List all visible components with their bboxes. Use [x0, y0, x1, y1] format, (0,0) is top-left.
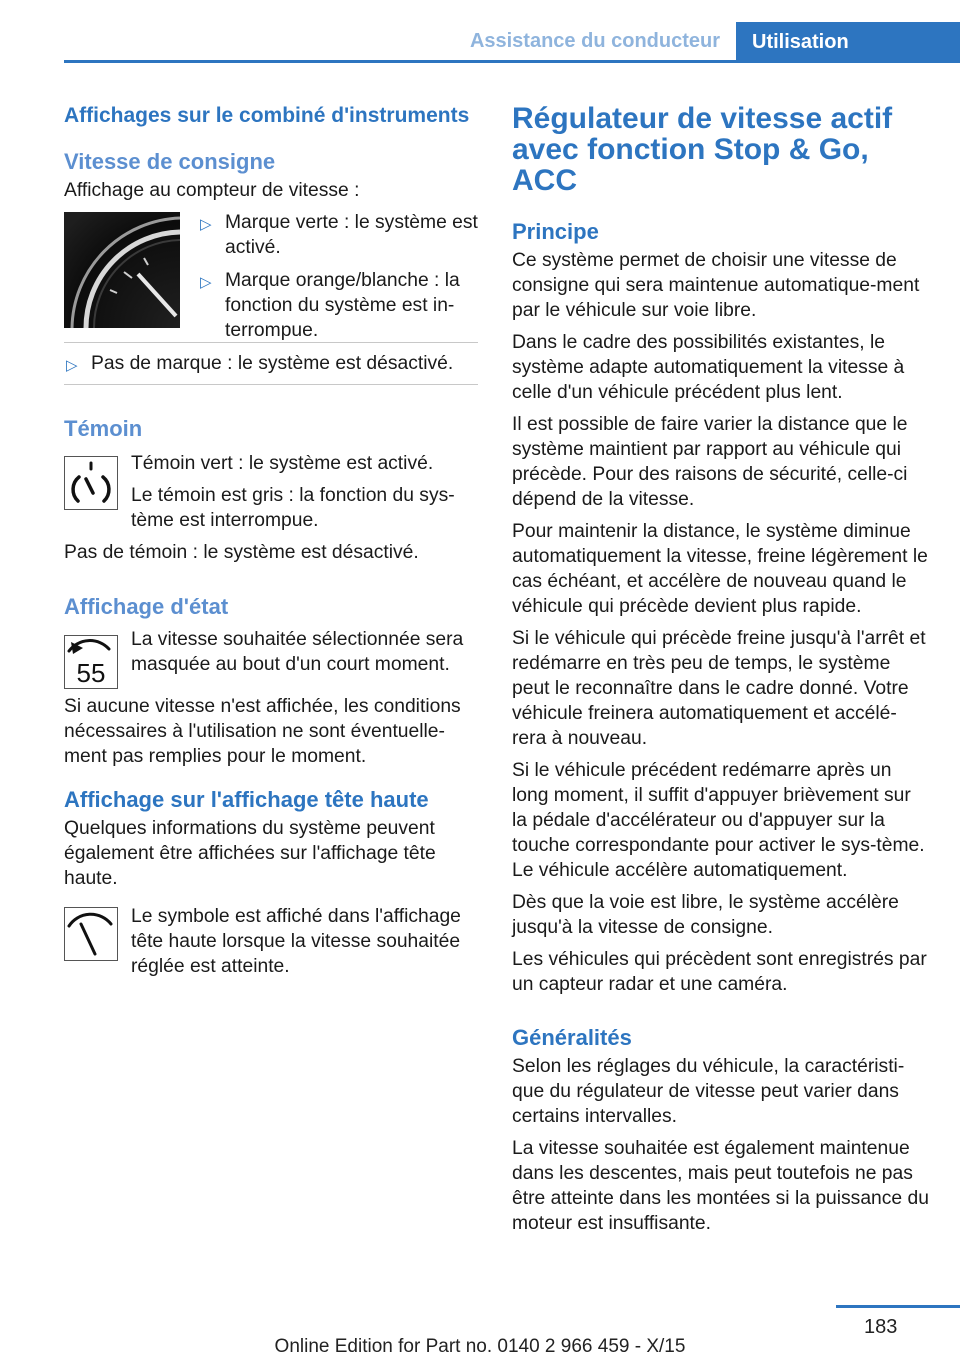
- generalites-paragraph: Selon les réglages du véhicule, la caractéristi‐que du régulateur de vitesse peut varier dans certains intervalles.: [512, 1056, 905, 1127]
- heading-affichage-etat: Affichage d'état: [64, 594, 229, 619]
- gauge-row: [64, 210, 478, 344]
- temoin-row: [64, 451, 478, 533]
- etat-row: [64, 627, 478, 688]
- vitesse-intro: Affichage au compteur de vitesse :: [64, 180, 360, 201]
- section-title-acc: Régulateur de vitesse actif avec fonction Stop & Go, ACC: [512, 102, 893, 197]
- triangle-bullet-icon: ▷: [66, 357, 78, 374]
- speed-number: 55: [76, 658, 106, 688]
- principe-paragraph: Ce système permet de choisir une vitesse de consigne qui sera maintenue automatique‐ment par le véhicule sur voie libre.: [512, 250, 920, 321]
- temoin-gris-text: Le témoin est gris : la fonction du sys‐tème est interrompue.: [131, 485, 455, 531]
- principe-paragraph: Dans le cadre des possibilités existantes, le système adapte automatiquement la vitesse à celle d'un véhicule précédent plus lent.: [512, 332, 905, 403]
- heading-affichage-tete-haute: Affichage sur l'affichage tête haute: [64, 787, 429, 812]
- triangle-bullet-icon: ▷: [200, 216, 212, 233]
- vitesse-bullet-full: [64, 351, 478, 376]
- hud-row: [64, 904, 478, 979]
- list-item: ▷ Marque orange/blanche : la fonction du système est in‐terrompue.: [200, 270, 460, 341]
- hud-speed-symbol-icon: [64, 907, 118, 961]
- pas-de-temoin-text: Pas de témoin : le système est désactivé.: [64, 542, 419, 563]
- principe-paragraph: Si le véhicule qui précède freine jusqu'à l'arrêt et redémarre en très peu de temps, le système peut le reconnaître dans le cadre donné. Votre véhicule freinera automatiquement et accélé‐rera à nouveau.: [512, 628, 926, 749]
- header-tab-utilisation[interactable]: Utilisation: [736, 22, 960, 62]
- hud-intro: Quelques informations du système peuvent également être affichées sur l'affichage tête haute.: [64, 818, 436, 889]
- heading-temoin: Témoin: [64, 416, 143, 441]
- header-section-title: Assistance du conducteur: [469, 30, 720, 52]
- list-item: ▷ Pas de marque : le système est désactivé.: [64, 351, 478, 376]
- list-item: ▷ Marque verte : le système est activé.: [200, 212, 478, 258]
- principe-paragraph: Pour maintenir la distance, le système diminue automatiquement la vitesse, freine légèrement le cas échéant, et accélère de nouveau quand le véhicule qui précède devient plus rapide.: [512, 521, 928, 617]
- left-column: [64, 103, 478, 986]
- heading-generalites: Généralités: [512, 1025, 632, 1050]
- bullet-separator: [64, 384, 478, 385]
- etat-conditions-text: Si aucune vitesse n'est affichée, les conditions nécessaires à l'utilisation ne sont éventuelle‐ment pas remplies pour le moment.: [64, 696, 461, 767]
- page-number: 183: [864, 1316, 898, 1338]
- principe-paragraph: Dès que la voie est libre, le système accélère jusqu'à la vitesse de consigne.: [512, 892, 899, 938]
- triangle-bullet-icon: ▷: [200, 274, 212, 291]
- header-rule: [64, 60, 960, 63]
- section-title-affichages: Affichages sur le combiné d'instruments: [64, 104, 470, 127]
- heading-vitesse-consigne: Vitesse de consigne: [64, 149, 276, 174]
- heading-principe: Principe: [512, 219, 599, 244]
- acc-indicator-icon: [64, 456, 118, 510]
- vitesse-bullets: [198, 210, 478, 343]
- speed-55-icon: [64, 635, 118, 689]
- principe-paragraph: Les véhicules qui précèdent sont enregistrés par un capteur radar et une caméra.: [512, 949, 927, 995]
- principe-paragraph: Il est possible de faire varier la distance que le système maintient par rapport au véhicule qui précède. Pour des raisons de sécurité, celle-ci dépend de la vitesse.: [512, 414, 908, 510]
- principe-paragraph: Si le véhicule précédent redémarre après un long moment, il suffit d'appuyer brièvement sur la pédale d'accélérateur ou d'appuyer sur la touche correspondante pour activer le sys‐tème. Le véhicule accélère automatiquement.: [512, 760, 925, 881]
- temoin-vert-text: Témoin vert : le système est activé.: [131, 453, 434, 474]
- edition-footer: Online Edition for Part no. 0140 2 966 459 - X/15: [274, 1336, 686, 1357]
- generalites-paragraph: La vitesse souhaitée est également maintenue dans les descentes, mais peut toutefois ne pas être atteinte dans les montées si la puissance du moteur est insuffisante.: [512, 1138, 929, 1234]
- etat-text: La vitesse souhaitée sélectionnée sera masquée au bout d'un court moment.: [131, 629, 464, 675]
- speedometer-marker-photo: [64, 212, 180, 328]
- hud-symbol-text: Le symbole est affiché dans l'affichage tête haute lorsque la vitesse souhaitée réglée est atteinte.: [131, 906, 461, 977]
- page-number-rule: [836, 1305, 960, 1308]
- right-column: [512, 103, 930, 1243]
